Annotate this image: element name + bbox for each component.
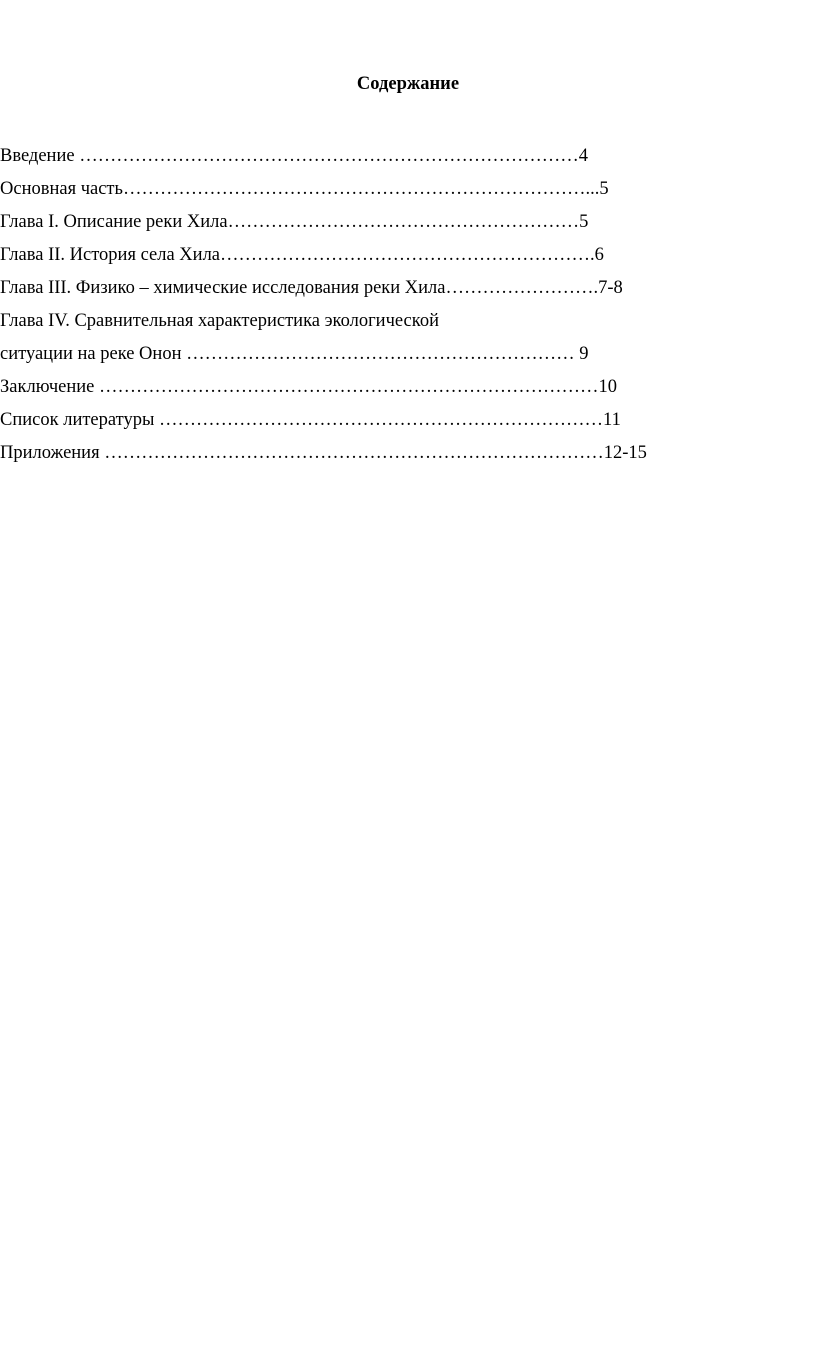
toc-entry-chapter-1: Глава I. Описание реки Хила…………………………………………………5 <box>0 212 589 232</box>
toc-entry-chapter-2: Глава II. История села Хила…………………………………………………….6 <box>0 245 604 265</box>
page-title: Содержание <box>356 74 460 94</box>
toc-entry-chapter-3: Глава III. Физико – химические исследования реки Хила…………………….7-8 <box>0 278 623 298</box>
toc-entry-main-part: Основная часть…………………………………………………………………...5 <box>0 179 609 199</box>
toc-entry-conclusion: Заключение ………………………………………………………………………10 <box>0 377 617 397</box>
toc-entry-introduction: Введение ………………………………………………………………………4 <box>0 146 588 166</box>
toc-entry-chapter-4-line-2: ситуации на реке Онон ……………………………………………………… 9 <box>0 344 589 364</box>
toc-entry-chapter-4-line-1: Глава IV. Сравнительная характеристика экологической <box>0 311 439 331</box>
toc-entry-appendices: Приложения ………………………………………………………………………12-15 <box>0 443 647 463</box>
toc-entry-references: Список литературы ………………………………………………………………11 <box>0 410 621 430</box>
